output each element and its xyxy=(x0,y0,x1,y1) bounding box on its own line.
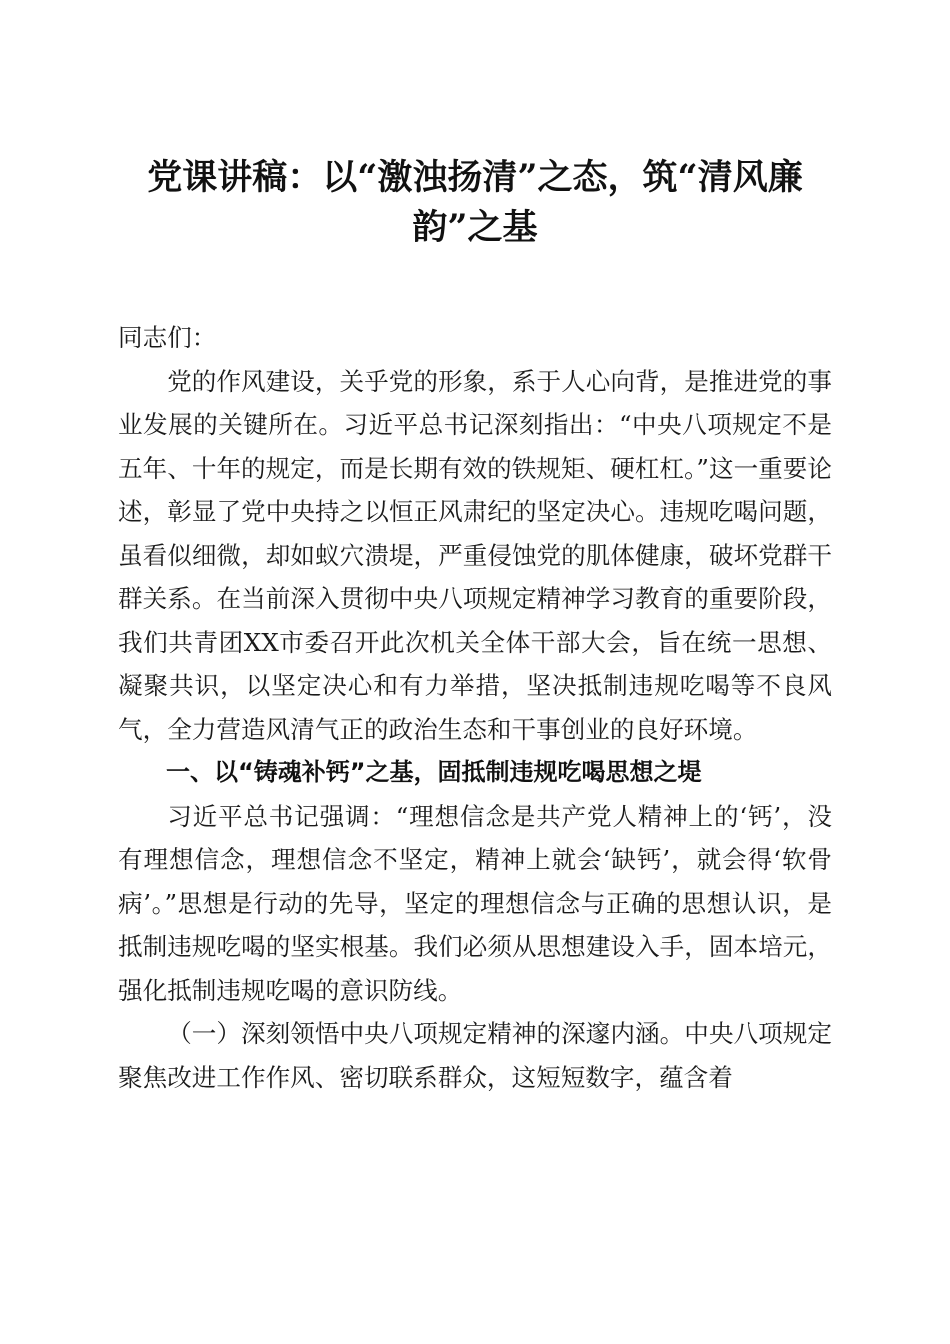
paragraph-intro: 党的作风建设，关乎党的形象，系于人心向背，是推进党的事业发展的关键所在。习近平总书记深刻指出：“中央八项规定不是五年、十年的规定，而是长期有效的铁规矩、硬杠杠。”这一重要论述，彰显了党中央持之以恒正风肃纪的坚定决心。违规吃喝问题，虽看似细微，却如蚁穴溃堤，严重侵蚀党的肌体健康，破坏党群干群关系。在当前深入贯彻中央八项规定精神学习教育的重要阶段，我们共青团XX市委召开此次机关全体干部大会，旨在统一思想、凝聚共识，以坚定决心和有力举措，坚决抵制违规吃喝等不良风气，全力营造风清气正的政治生态和干事创业的良好环境。 xyxy=(118,366,832,744)
section-heading-1: 一、以“铸魂补钙”之基，固抵制违规吃喝思想之堤 xyxy=(166,758,702,786)
salutation: 同志们： xyxy=(118,323,217,352)
document-title: 党课讲稿：以“激浊扬清”之态，筑“清风廉韵”之基 xyxy=(147,157,803,248)
paragraph-section-1: 习近平总书记强调：“理想信念是共产党人精神上的‘钙’，没有理想信念，理想信念不坚定，精神上就会‘缺钙’，就会得‘软骨病’。”思想是行动的先导，坚定的理想信念与正确的思想认识，是抵制违规吃喝的坚实根基。我们必须从思想建设入手，固本培元，强化抵制违规吃喝的意识防线。 xyxy=(118,801,832,1005)
document-body xyxy=(118,316,832,1099)
paragraph-subsection-1: （一）深刻领悟中央八项规定精神的深邃内涵。中央八项规定聚焦改进工作作风、密切联系群众，这短短数字，蕴含着 xyxy=(118,1019,832,1092)
